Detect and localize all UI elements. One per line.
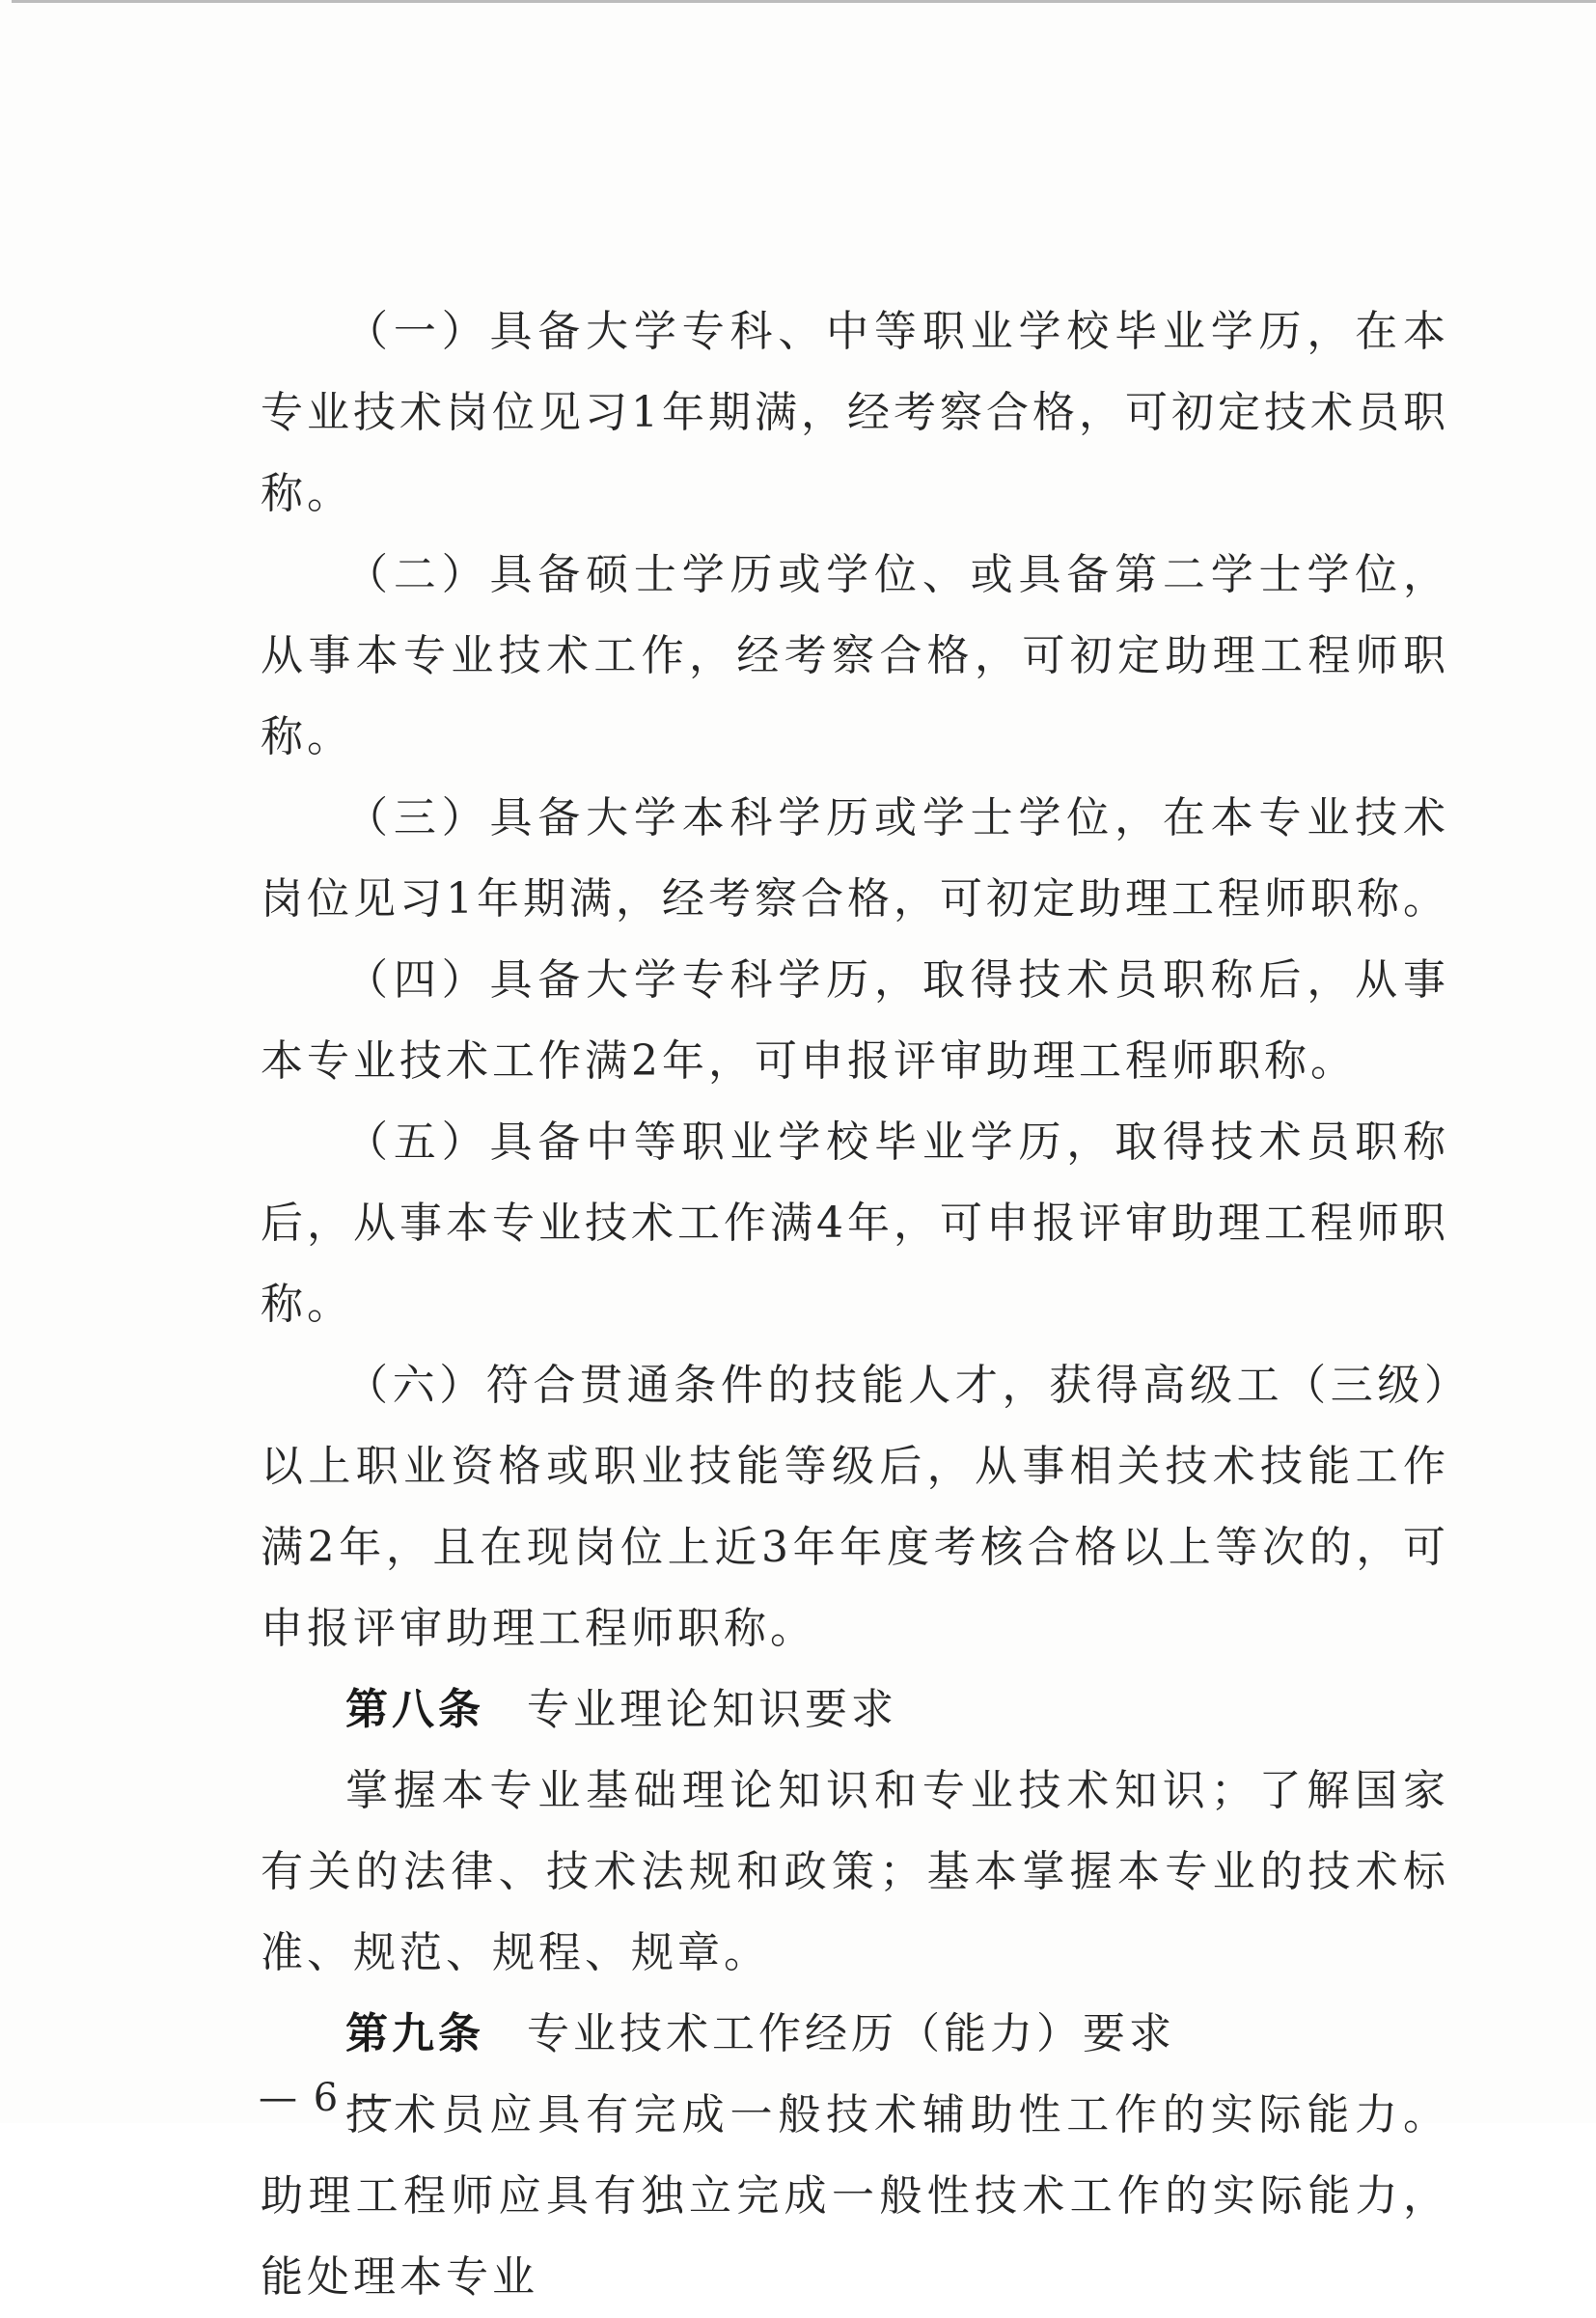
paragraph-item-5: （五）具备中等职业学校毕业学历，取得技术员职称后，从事本专业技术工作满4年，可申报评审助理工程师职称。 bbox=[261, 1118, 1449, 1329]
article-9-subject: 专业技术工作经历（能力）要求 bbox=[527, 2009, 1175, 2058]
article-9-heading bbox=[261, 1994, 1449, 2075]
article-8-body: 掌握本专业基础理论知识和专业技术知识；了解国家有关的法律、技术法规和政策；基本掌握本专业的技术标准、规范、规程、规章。 bbox=[261, 1766, 1449, 1977]
page-number: — 6 — bbox=[259, 2076, 395, 2120]
paragraph-item-3: （三）具备大学本科学历或学士学位，在本专业技术岗位见习1年期满，经考察合格，可初定助理工程师职称。 bbox=[261, 793, 1449, 924]
article-8-subject: 专业理论知识要求 bbox=[527, 1685, 897, 1734]
paragraph-item-4: （四）具备大学专科学历，取得技术员职称后，从事本专业技术工作满2年，可申报评审助理工程师职称。 bbox=[261, 955, 1449, 1086]
paragraph-item-1: （一）具备大学专科、中等职业学校毕业学历，在本专业技术岗位见习1年期满，经考察合格，可初定技术员职称。 bbox=[261, 307, 1449, 518]
article-8-heading bbox=[261, 1670, 1449, 1751]
article-9-body: 技术员应具有完成一般技术辅助性工作的实际能力。助理工程师应具有独立完成一般性技术工作的实际能力，能处理本专业 bbox=[261, 2090, 1449, 2302]
paragraph-item-2: （二）具备硕士学历或学位、或具备第二学士学位，从事本专业技术工作，经考察合格，可初定助理工程师职称。 bbox=[261, 550, 1449, 761]
document-body bbox=[261, 291, 1449, 2318]
article-9-title: 第九条 bbox=[345, 2009, 484, 2058]
paragraph-item-6: （六）符合贯通条件的技能人才，获得高级工（三级）以上职业资格或职业技能等级后，从事相关技术技能工作满2年，且在现岗位上近3年年度考核合格以上等次的，可申报评审助理工程师职称。 bbox=[261, 1361, 1449, 1653]
scan-top-edge bbox=[12, 0, 1596, 3]
article-8-title: 第八条 bbox=[345, 1685, 484, 1734]
